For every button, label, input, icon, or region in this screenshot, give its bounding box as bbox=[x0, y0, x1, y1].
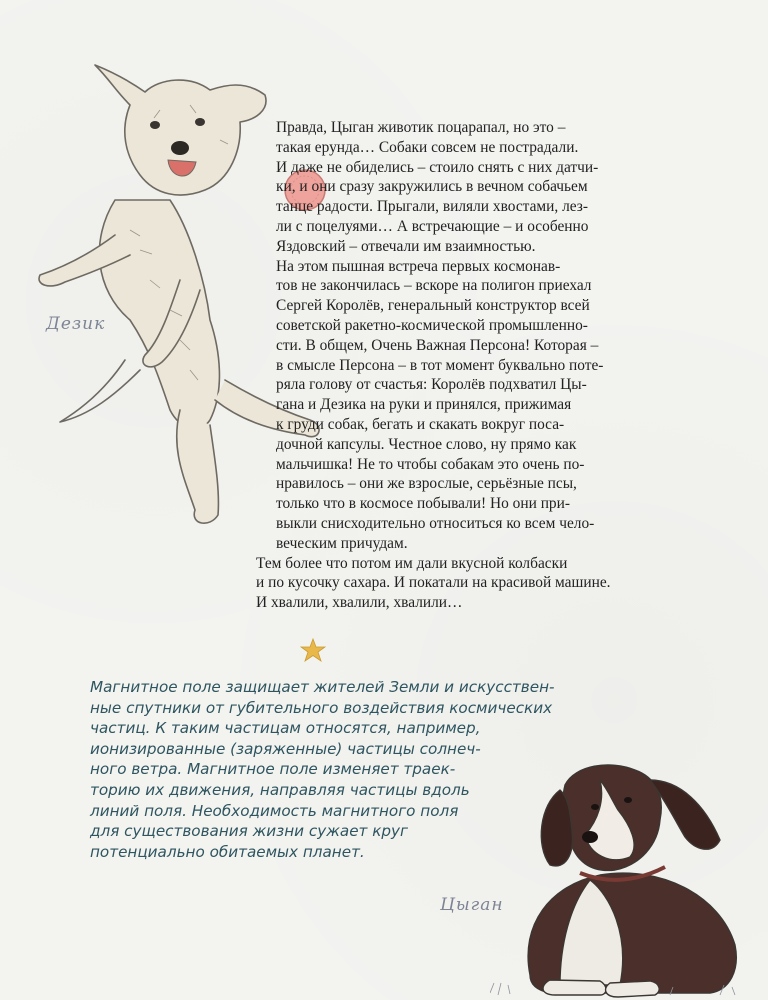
story-line: И даже не обиделись – стоило снять с них датчи- bbox=[276, 158, 599, 176]
tsygan-dog-illustration bbox=[490, 745, 750, 1000]
fact-line: торию их движения, направляя частицы вдоль bbox=[90, 780, 470, 799]
story-line: и по кусочку сахара. И покатали на красивой машине. bbox=[256, 574, 611, 592]
story-line: только что в космосе побывали! Но они при- bbox=[276, 495, 570, 513]
story-line: сти. В общем, Очень Важная Персона! Которая – bbox=[276, 336, 599, 354]
story-line: к груди собак, бегать и скакать вокруг поса- bbox=[276, 415, 565, 433]
fact-line: Магнитное поле защищает жителей Земли и искусствен- bbox=[90, 678, 555, 696]
fact-line: ионизированные (заряженные) частицы солнеч- bbox=[90, 739, 481, 758]
story-line: мальчишка! Не то чтобы собакам это очень по- bbox=[276, 455, 585, 473]
fact-line: потенциально обитаемых планет. bbox=[90, 842, 365, 861]
story-line: тов не закончилась – вскоре на полигон приехал bbox=[276, 277, 592, 295]
tsygan-signature: Цыган bbox=[440, 895, 504, 915]
story-paragraph-2 bbox=[256, 257, 684, 554]
story-line: На этом пышная встреча первых космонав- bbox=[276, 257, 561, 275]
story-line: нравилось – они же взрослые, серьёзные псы, bbox=[276, 475, 577, 493]
story-paragraph-3 bbox=[238, 554, 684, 613]
story-text bbox=[256, 118, 684, 613]
story-line: веческим причудам. bbox=[276, 534, 408, 552]
story-line: выкли снисходительно относиться ко всем чело- bbox=[276, 514, 595, 532]
story-line: в смысле Персона – в тот момент буквально поте- bbox=[276, 356, 604, 374]
story-line: танце радости. Прыгали, виляли хвостами, лез- bbox=[276, 198, 588, 216]
fact-line: для существования жизни сужает круг bbox=[90, 822, 409, 841]
story-line: ки, и они сразу закружились в вечном собачьем bbox=[276, 178, 588, 196]
story-line: такая ерунда… Собаки совсем не пострадали. bbox=[276, 138, 579, 156]
dezik-signature: Дезик bbox=[46, 314, 106, 334]
story-line: гана и Дезика на руки и принялся, прижимая bbox=[276, 396, 572, 414]
story-paragraph-1 bbox=[256, 118, 684, 257]
story-line: советской ракетно-космической промышленно- bbox=[276, 316, 588, 334]
fact-line: ного ветра. Магнитное поле изменяет траек- bbox=[90, 760, 456, 779]
fact-line: линий поля. Необходимость магнитного поля bbox=[90, 801, 459, 820]
story-line: Яздовский – отвечали им взаимностью. bbox=[276, 237, 536, 255]
story-line: Сергей Королёв, генеральный конструктор всей bbox=[276, 297, 590, 315]
fact-line: ные спутники от губительного воздействия космических bbox=[90, 698, 553, 717]
star-icon bbox=[300, 638, 326, 662]
fact-line: частиц. К таким частицам относятся, например, bbox=[90, 719, 481, 738]
story-line: ряла голову от счастья: Королёв подхватил Цы- bbox=[276, 376, 587, 394]
story-line: Правда, Цыган животик поцарапал, но это – bbox=[276, 119, 566, 136]
story-line: И хвалили, хвалили, хвалили… bbox=[256, 594, 463, 612]
story-line: ли с поцелуями… А встречающие – и особенно bbox=[276, 217, 589, 235]
story-line: Тем более что потом им дали вкусной колбаски bbox=[256, 554, 568, 572]
story-line: дочной капсулы. Честное слово, ну прямо как bbox=[276, 435, 577, 453]
